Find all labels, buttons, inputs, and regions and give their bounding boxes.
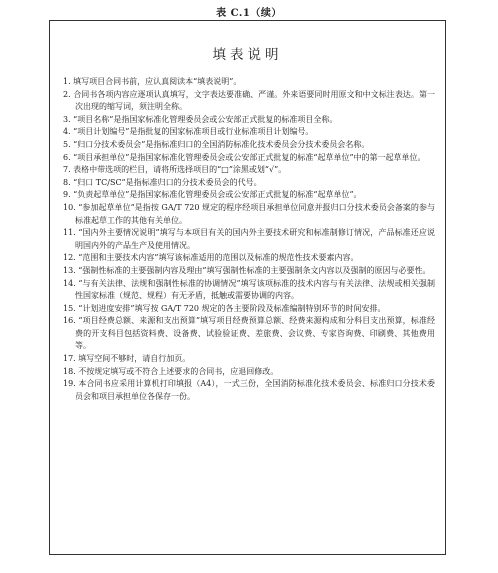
instruction-item: 3. “项目名称”是指国家标准化管理委员会或公安部正式批复的标准项目全称。 (63, 114, 338, 124)
instruction-item: 10. “参加起草单位”是指按 GA/T 720 规定的程序经项目承担单位同意并报归口分技术委员会备案的参与标准起草工作的其他有关单位。 (63, 202, 435, 225)
instructions-frame (49, 20, 446, 555)
instruction-item: 9. “负责起草单位”是指国家标准化管理委员会或公安部正式批复的标准“起草单位”。 (63, 190, 362, 200)
instruction-item: 17. 填写空间不够时，请自行加页。 (63, 354, 191, 364)
table-caption: 表 C.1（续） (216, 8, 282, 19)
instruction-item: 6. “项目承担单位”是指国家标准化管理委员会或公安部正式批复的标准“起草单位”中的第一起草单位。 (63, 152, 426, 162)
instruction-item: 8. “归口 TC/SC”是指标准归口的分技术委员会的代号。 (63, 177, 262, 187)
instruction-item: 16. “项目经费总额、来源和支出预算”填写项目经费预算总额、经费来源构成和分科目支出预算，标准经费的开支科目包括资料费、设备费、试验验证费、差旅费、会议费、专家咨询费、印刷费、其他费用等。 (63, 316, 435, 351)
instruction-item: 11. “国内外主要情况说明”填写与本项目有关的国内外主要技术研究和标准制修订情况，产品标准还应说明国内外的产品生产及使用情况。 (63, 228, 435, 250)
instruction-item: 15. “计划进度安排”填写按 GA/T 720 规定的各主要阶段及标准编制特别环节的时间安排。 (63, 303, 386, 313)
instruction-item: 14. “与有关法律、法规和强制性标准的协调情况”填写该项标准的技术内容与有关法律、法规或相关强制性国家标准（规范、规程）有无矛盾，抵触或需要协调的内容。 (63, 278, 435, 301)
instructions-title: 填表说明 (212, 47, 283, 63)
instruction-item: 19. 本合同书应采用计算机打印填报（A4），一式三份，全国消防标准化技术委员会、标准归口分技术委员会和项目承担单位各保存一份。 (63, 379, 435, 401)
instruction-item: 1. 填写项目合同书前，应认真阅读本“填表说明”。 (63, 77, 242, 86)
instruction-item: 18. 不按规定填写或不符合上述要求的合同书，应退回修改。 (63, 366, 279, 376)
instruction-item: 2. 合同书各项内容应逐项认真填写，文字表达要准确、严谨。外来语要同时用原文和中文标注表达。第一次出现的缩写词，须注明全称。 (63, 89, 435, 112)
instruction-item: 7. 表格中带选项的栏目，请将所选择项目的“□”涂黑或划“√”。 (63, 165, 287, 175)
instructions-list (63, 76, 435, 403)
instruction-item: 12. “范围和主要技术内容”填写该标准适用的范围以及标准的规范性技术要素内容。 (63, 253, 359, 263)
instruction-item: 13. “强制性标准的主要强制内容及理由”填写强制性标准的主要强制条文内容以及强制的原因与必要性。 (63, 265, 431, 275)
instruction-item: 5. “归口分技术委员会”是指标准归口的全国消防标准化技术委员会分技术委员会名称。 (63, 139, 370, 149)
instruction-item: 4. “项目计划编号”是指批复的国家标准项目或行业标准项目计划编号。 (63, 127, 314, 137)
